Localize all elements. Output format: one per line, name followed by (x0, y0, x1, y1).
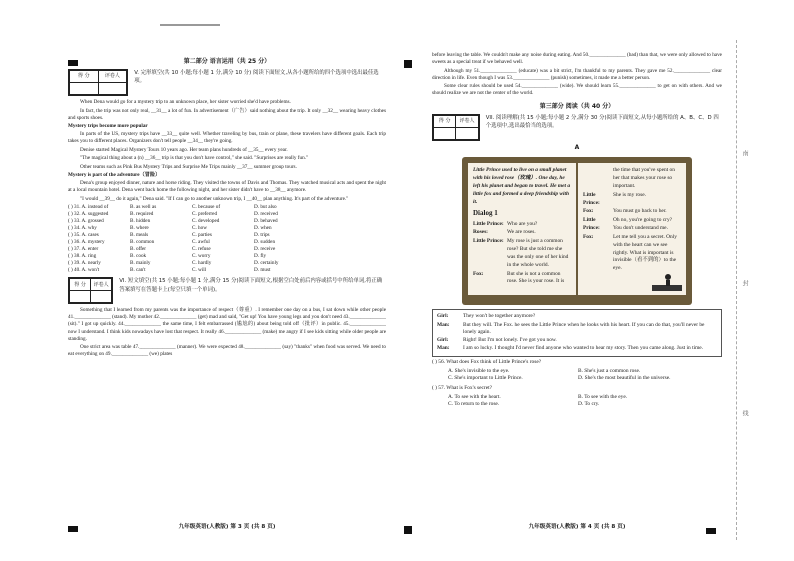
option[interactable]: C. worry (192, 253, 211, 260)
score-box (432, 114, 480, 141)
score-cell[interactable] (70, 83, 99, 95)
passage-paragraph: Something that I learned from my parents was the importance of respect（尊重）. I remember one day on a bus, I sat down while other people 41.______________ (stand). My mother 42.______________ (get) mad and said, "Get up! You have young legs and you don't need 43.______________ (sit)." I got up quickly. 44.______________ the same time, I felt embarrassed (尴尬的) about being told off（批评）in public. 45.______________ now I understand. I think kids nowadays have lost that respect. It really 46.______________ (make) me angry if I see kids sitting while older people are standing. (68, 307, 386, 342)
option[interactable]: C. awful (192, 239, 210, 246)
option[interactable]: ( ) 37. A. enter (68, 246, 99, 253)
grader-label: 评卷人 (98, 71, 127, 83)
option[interactable]: ( ) 36. A. mystery (68, 239, 105, 246)
option[interactable]: B. where (130, 225, 149, 232)
passage-paragraph: One strict area was table 47.______________ (manner). We were expected 48.______________ (say) "thanks" when food was served. We need to eat everything on 49.______________ (we) plates (68, 344, 386, 358)
section-6-header (68, 277, 386, 304)
option[interactable]: D. sudden (254, 239, 276, 246)
right-page (432, 52, 722, 532)
passage-paragraph: before leaving the table. We couldn't make any noise during eating. And 50.______________ (bad) than that, we were only allowed to have sweets as a special treat if we behaved well. (432, 52, 722, 66)
option[interactable]: A. To see with the heart. (448, 393, 501, 400)
margin-char: 南 (741, 150, 749, 156)
page-footer: 九年级英语(人教版) 第 4 页 (共 8 页) (528, 524, 626, 531)
option[interactable]: B. required (130, 211, 154, 218)
passage-paragraph: Other teams such as Pink Bus Mystery Trips and Surprise Me Trips mainly __37__ summer group tours. (80, 163, 297, 170)
option[interactable]: B. She's just a common rose. (578, 368, 641, 375)
option[interactable]: A. She's invisible to the eye. (448, 368, 510, 375)
option[interactable]: D. must (254, 267, 271, 274)
option[interactable]: C. will (192, 267, 207, 274)
registration-mark (404, 526, 412, 534)
option[interactable]: C. hardly (192, 260, 212, 267)
option[interactable]: D. trips (254, 232, 270, 239)
header-smudge (160, 24, 220, 26)
dialog-line: Roses: We are roses. (473, 229, 536, 236)
option[interactable]: B. cook (130, 253, 147, 260)
option[interactable]: B. hidden (130, 218, 151, 225)
passage-paragraph: In parts of the US, mystery trips have __33__ quite well. Whether traveling by bus, train or plane, these travelers have different goals. Each trip takes you to different places. Organizers don't tell people __34__ they're going. (68, 131, 386, 145)
dialog-line: Fox: You must go back to her. (583, 208, 667, 215)
subheading: Mystery trips become more popular (68, 123, 148, 130)
grader-cell[interactable] (91, 291, 112, 303)
dialog-line: Girl: They won't be together anymore? (437, 313, 536, 320)
option[interactable]: B. To see with the eye. (578, 393, 628, 400)
option[interactable]: B. offer (130, 246, 147, 253)
registration-mark (404, 60, 412, 68)
dialog-line: Little Prince: Oh no, you're going to cry? You don't understand me. (583, 217, 673, 232)
page-footer: 九年级英语(人教版) 第 3 页 (共 8 页) (178, 524, 276, 531)
passage-paragraph: Denise started Magical Mystery Tours 10 years ago. Her team plans hundreds of __35__ every year. (80, 146, 288, 153)
dialog-line: Man: But they will. The Fox. he sees the Little Prince when he looks with his heart. If you can do that, you'll never be lonely again. (437, 321, 705, 335)
score-label: 得 分 (434, 116, 456, 128)
passage-paragraph: "The magical thing about a (n) __36__ trip is that you don't have control," she said. "Surprises are really fun." (80, 155, 309, 162)
option[interactable]: D. certainly (254, 260, 279, 267)
score-label: 得 分 (70, 71, 99, 83)
grader-label: 评卷人 (91, 279, 112, 291)
option[interactable]: C. preferred (192, 211, 218, 218)
option[interactable]: ( ) 35. A. cases (68, 232, 99, 239)
dialog-line: Little Prince: Who are you? (473, 220, 538, 227)
passage-paragraph: "I would __39__ do it again," Dena said. "If I can go to another unknown trip, I __40__ plan anything. It's part of the adventure." (80, 195, 349, 202)
book-continuation: the time that you've spent on her that makes your rose so important. (613, 167, 675, 189)
section-instruction: V. 完形填空(共 10 小题;每小题 1 分,满分 10 分) 阅读下面短文,从各小题所给的四个选项中选出最佳选项。 (134, 70, 379, 85)
section-7-header (432, 114, 722, 141)
book-intro: Little Prince used to live on a small planet with his loved rose（玫瑰）. One day, he left his planet and began to travel. He met a little fox and formed a deep friendship with it. (473, 167, 571, 205)
option[interactable]: ( ) 32. A. suggested (68, 211, 109, 218)
option[interactable]: ( ) 34. A. why (68, 225, 97, 232)
option[interactable]: ( ) 38. A. ring (68, 253, 97, 260)
book-left-page (468, 163, 576, 295)
option[interactable]: D. received (254, 211, 278, 218)
option[interactable]: B. meals (130, 232, 149, 239)
left-page (68, 52, 386, 532)
option[interactable]: D. fly (254, 253, 267, 260)
part-title: 第二部分 语言运用（共 25 分） (183, 58, 271, 65)
passage-paragraph: When Dena would go for a mystery trip to an unknown place, her sister worried she'd have problems. (80, 99, 291, 106)
grader-label: 评卷人 (456, 116, 478, 128)
score-label: 得 分 (70, 279, 91, 291)
part-title: 第三部分 阅读（共 40 分） (539, 103, 615, 111)
book-illustration (462, 157, 692, 305)
dialog-line: Fox: But she is not a common rose. She is your rose. It is (473, 270, 565, 285)
section-5-header (68, 69, 386, 96)
option[interactable]: C. She's important to Little Prince. (448, 375, 523, 382)
option[interactable]: C. developed (192, 218, 220, 225)
score-cell[interactable] (70, 291, 91, 303)
margin-char: 线 (741, 410, 749, 416)
book-right-page (578, 163, 686, 295)
option[interactable]: ( ) 31. A. instead of (68, 204, 109, 211)
score-cell[interactable] (434, 128, 456, 140)
dialog-line: Fox: Let me tell you a secret. Only with the heart can we see rightly. What is important is invisible（看不到的）to the eye. (583, 233, 677, 272)
question-options (448, 394, 722, 409)
options-grid (68, 204, 386, 274)
dialog-line: Little Prince: She is my rose. (583, 191, 646, 206)
option[interactable]: D. To cry. (578, 401, 600, 408)
passage-paragraph: In fact, the trip was not only real, __31__ a lot of fun. In advertisement（广告）said nothing about the trip. It only __32__ wearing heavy clothes and sports shoes. (68, 107, 386, 121)
grader-cell[interactable] (456, 128, 478, 140)
option[interactable]: C. To return to the rose. (448, 401, 500, 408)
option[interactable]: D. when (254, 225, 272, 232)
question-options (448, 368, 722, 383)
option[interactable]: C. parties (192, 232, 212, 239)
option[interactable]: D. behaved (254, 218, 278, 225)
passage-paragraph: Dena's group enjoyed dinner, nature and horse riding. They visited the towns of Davis and Thomas. They watched musical acts and spent the night at a local mountain hotel. Dena went back home the following night, and her sister didn't have to __38__ anymore. (68, 180, 386, 194)
margin-char: 封 (741, 280, 749, 286)
option[interactable]: B. mainly (130, 260, 151, 267)
dialog-2 (432, 309, 722, 356)
dialog-title: Dialog 1 (473, 209, 498, 218)
grader-cell[interactable] (98, 83, 127, 95)
question-56: ( ) 56. What does Fox think of Little Prince's rose? (432, 358, 542, 365)
section-instruction: VII. 阅读理解(共 15 小题;每小题 2 分,满分 30 分)阅读下面短文,从每小题所给的 A、B、C、D 四个选项中,选出最恰当的选项。 (485, 115, 719, 130)
option[interactable]: D. She's the most beautiful in the universe. (578, 375, 671, 382)
option[interactable]: D. but also (254, 204, 277, 211)
question-57: ( ) 57. What is Fox's secret? (432, 384, 493, 391)
dialog-line: Girl: Right! But I'm not lonely. I've got you now. (437, 337, 557, 344)
dialog-line: Little Prince: My rose is just a common rose? But she told me she was the only one of her kind in the whole world. (473, 238, 569, 268)
option[interactable]: B. as well as (130, 204, 157, 211)
prince-silhouette-icon (652, 269, 682, 291)
passage-paragraph: Although my 51.______________ (educate) was a bit strict, I'm thankful to my parents. They gave me 52.______________ clear direction in life. Even though I was 53.______________ (punish) sometimes, it made me a better person. (432, 67, 722, 81)
option[interactable]: ( ) 33. A. grossed (68, 218, 104, 225)
passage-paragraph: Some clear rules should be used 54.______________ (wide). We should learn 55.______________ to get on with others. And we should realize we are not the center of the world. (432, 83, 722, 97)
dialog-line: Man: I am so lucky. I thought I'd never find anyone who wanted to hear my story. Then you came along. Just in time. (437, 345, 704, 352)
option[interactable]: ( ) 39. A. nearly (68, 260, 101, 267)
binding-line (736, 40, 737, 540)
option[interactable]: C. because of (192, 204, 221, 211)
subheading: Mystery is part of the adventure（冒险） (68, 172, 161, 179)
score-box (68, 69, 128, 96)
score-box (68, 277, 113, 304)
option[interactable]: ( ) 40. A. won't (68, 267, 100, 274)
option[interactable]: C. refuse (192, 246, 211, 253)
option[interactable]: D. receive (254, 246, 276, 253)
passage-label: A (574, 144, 580, 152)
option[interactable]: B. common (130, 239, 155, 246)
option[interactable]: B. can't (130, 267, 146, 274)
section-instruction: VI. 短文填空(共 15 小题;每小题 1 分,满分 15 分)阅读下面短文,根据空白处前后内容或括号中所给单词,将正确答案填写在答题卡上(每空只填一个单词)。 (119, 278, 383, 293)
option[interactable]: C. how (192, 225, 207, 232)
